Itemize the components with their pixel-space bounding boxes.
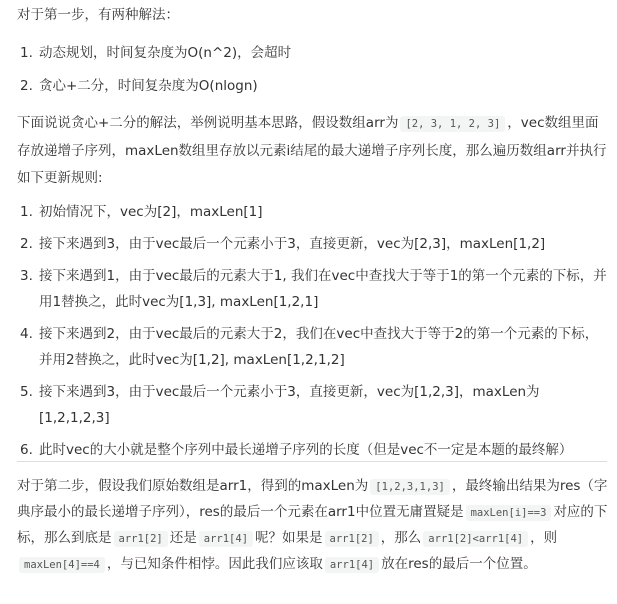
horizontal-divider	[17, 461, 607, 462]
list-number: 1.	[20, 45, 33, 61]
paragraph-text: 呢？如果是	[255, 530, 323, 546]
list-item	[17, 73, 607, 99]
paragraph-text: 对于第二步，假设我们原始数组是arr1，得到的maxLen为	[17, 478, 369, 494]
inline-code: maxLen[4]==4	[19, 557, 105, 573]
explanation-paragraph	[17, 110, 609, 192]
list-number: 5.	[20, 384, 33, 400]
list-item-text: 接下来遇到3，由于vec最后一个元素小于3，直接更新，vec为[1,2,3]，maxLen为[1,2,1,2,3]	[39, 384, 540, 426]
list-number: 1.	[20, 204, 33, 220]
list-item-text: 此时vec的大小就是整个序列中最长递增子序列的长度（但是vec不一定是本题的最终解）	[39, 442, 573, 458]
list-item-text: 接下来遇到3，由于vec最后一个元素小于3，直接更新，vec为[2,3]，maxLen[1,2]	[39, 236, 546, 252]
list-item	[17, 379, 607, 431]
explanation-text: 下面说说贪心+二分的解法，举例说明基本思路，假设数组arr为	[17, 115, 399, 131]
list-number: 2.	[20, 78, 33, 94]
inline-code: arr1[4]	[199, 531, 253, 547]
list-item	[17, 199, 607, 225]
inline-code: arr1[2]	[114, 531, 168, 547]
steps-list	[17, 199, 607, 469]
list-number: 4.	[20, 326, 33, 342]
paragraph-text: ，与已知条件相悖。因此我们应该取	[106, 556, 323, 572]
paragraph-text: 还是	[169, 530, 197, 546]
list-item-text: 初始情况下，vec为[2]，maxLen[1]	[39, 204, 263, 220]
inline-code: [1,2,3,1,3]	[370, 479, 450, 495]
list-item-text: 接下来遇到1，由于vec最后的元素大于1, 我们在vec中查找大于等于1的第一个元素的下标，并用1替换之，此时vec为[1,3], maxLen[1,2,1]	[39, 268, 607, 310]
list-item	[17, 263, 607, 315]
list-item-text: 接下来遇到2，由于vec最后的元素大于2，我们在vec中查找大于等于2的第一个元素的下标，并用2替换之，此时vec为[1,2], maxLen[1,2,1,2]	[39, 326, 599, 368]
list-number: 3.	[20, 268, 33, 284]
inline-code: [2, 3, 1, 2, 3]	[400, 116, 505, 132]
paragraph-text: 对应的下标，那么到底是	[17, 504, 608, 546]
list-item-text: 贪心+二分，时间复杂度为O(nlogn)	[39, 78, 258, 94]
paragraph-text: ，最终输出结果为res（字典序最小的最长递增子序列），res的最后一个元素在arr1中位置无庸置疑是	[17, 478, 608, 520]
explanation-text: ，vec数组里面存放递增子序列，maxLen数组里存放以元素i结尾的最大递增子序列长度，那么遍历数组arr并执行如下更新规则:	[17, 115, 607, 186]
second-step-paragraph	[17, 474, 609, 578]
methods-list	[17, 40, 607, 106]
list-item-text: 动态规划，时间复杂度为O(n^2)，会超时	[39, 45, 292, 61]
list-item	[17, 231, 607, 257]
paragraph-text: ，则	[530, 530, 558, 546]
inline-code: maxLen[i]==3	[466, 505, 552, 521]
list-item	[17, 321, 607, 373]
list-item	[17, 40, 607, 66]
list-number: 6.	[20, 442, 33, 458]
inline-code: arr1[4]	[325, 557, 379, 573]
paragraph-text: ，那么	[380, 530, 422, 546]
inline-code: arr1[2]	[325, 531, 379, 547]
list-number: 2.	[20, 236, 33, 252]
inline-code: arr1[2]<arr1[4]	[423, 531, 528, 547]
paragraph-text: 放在res的最后一个位置。	[381, 556, 537, 572]
intro-text: 对于第一步，有两种解法：	[17, 7, 179, 23]
list-item	[17, 437, 607, 463]
